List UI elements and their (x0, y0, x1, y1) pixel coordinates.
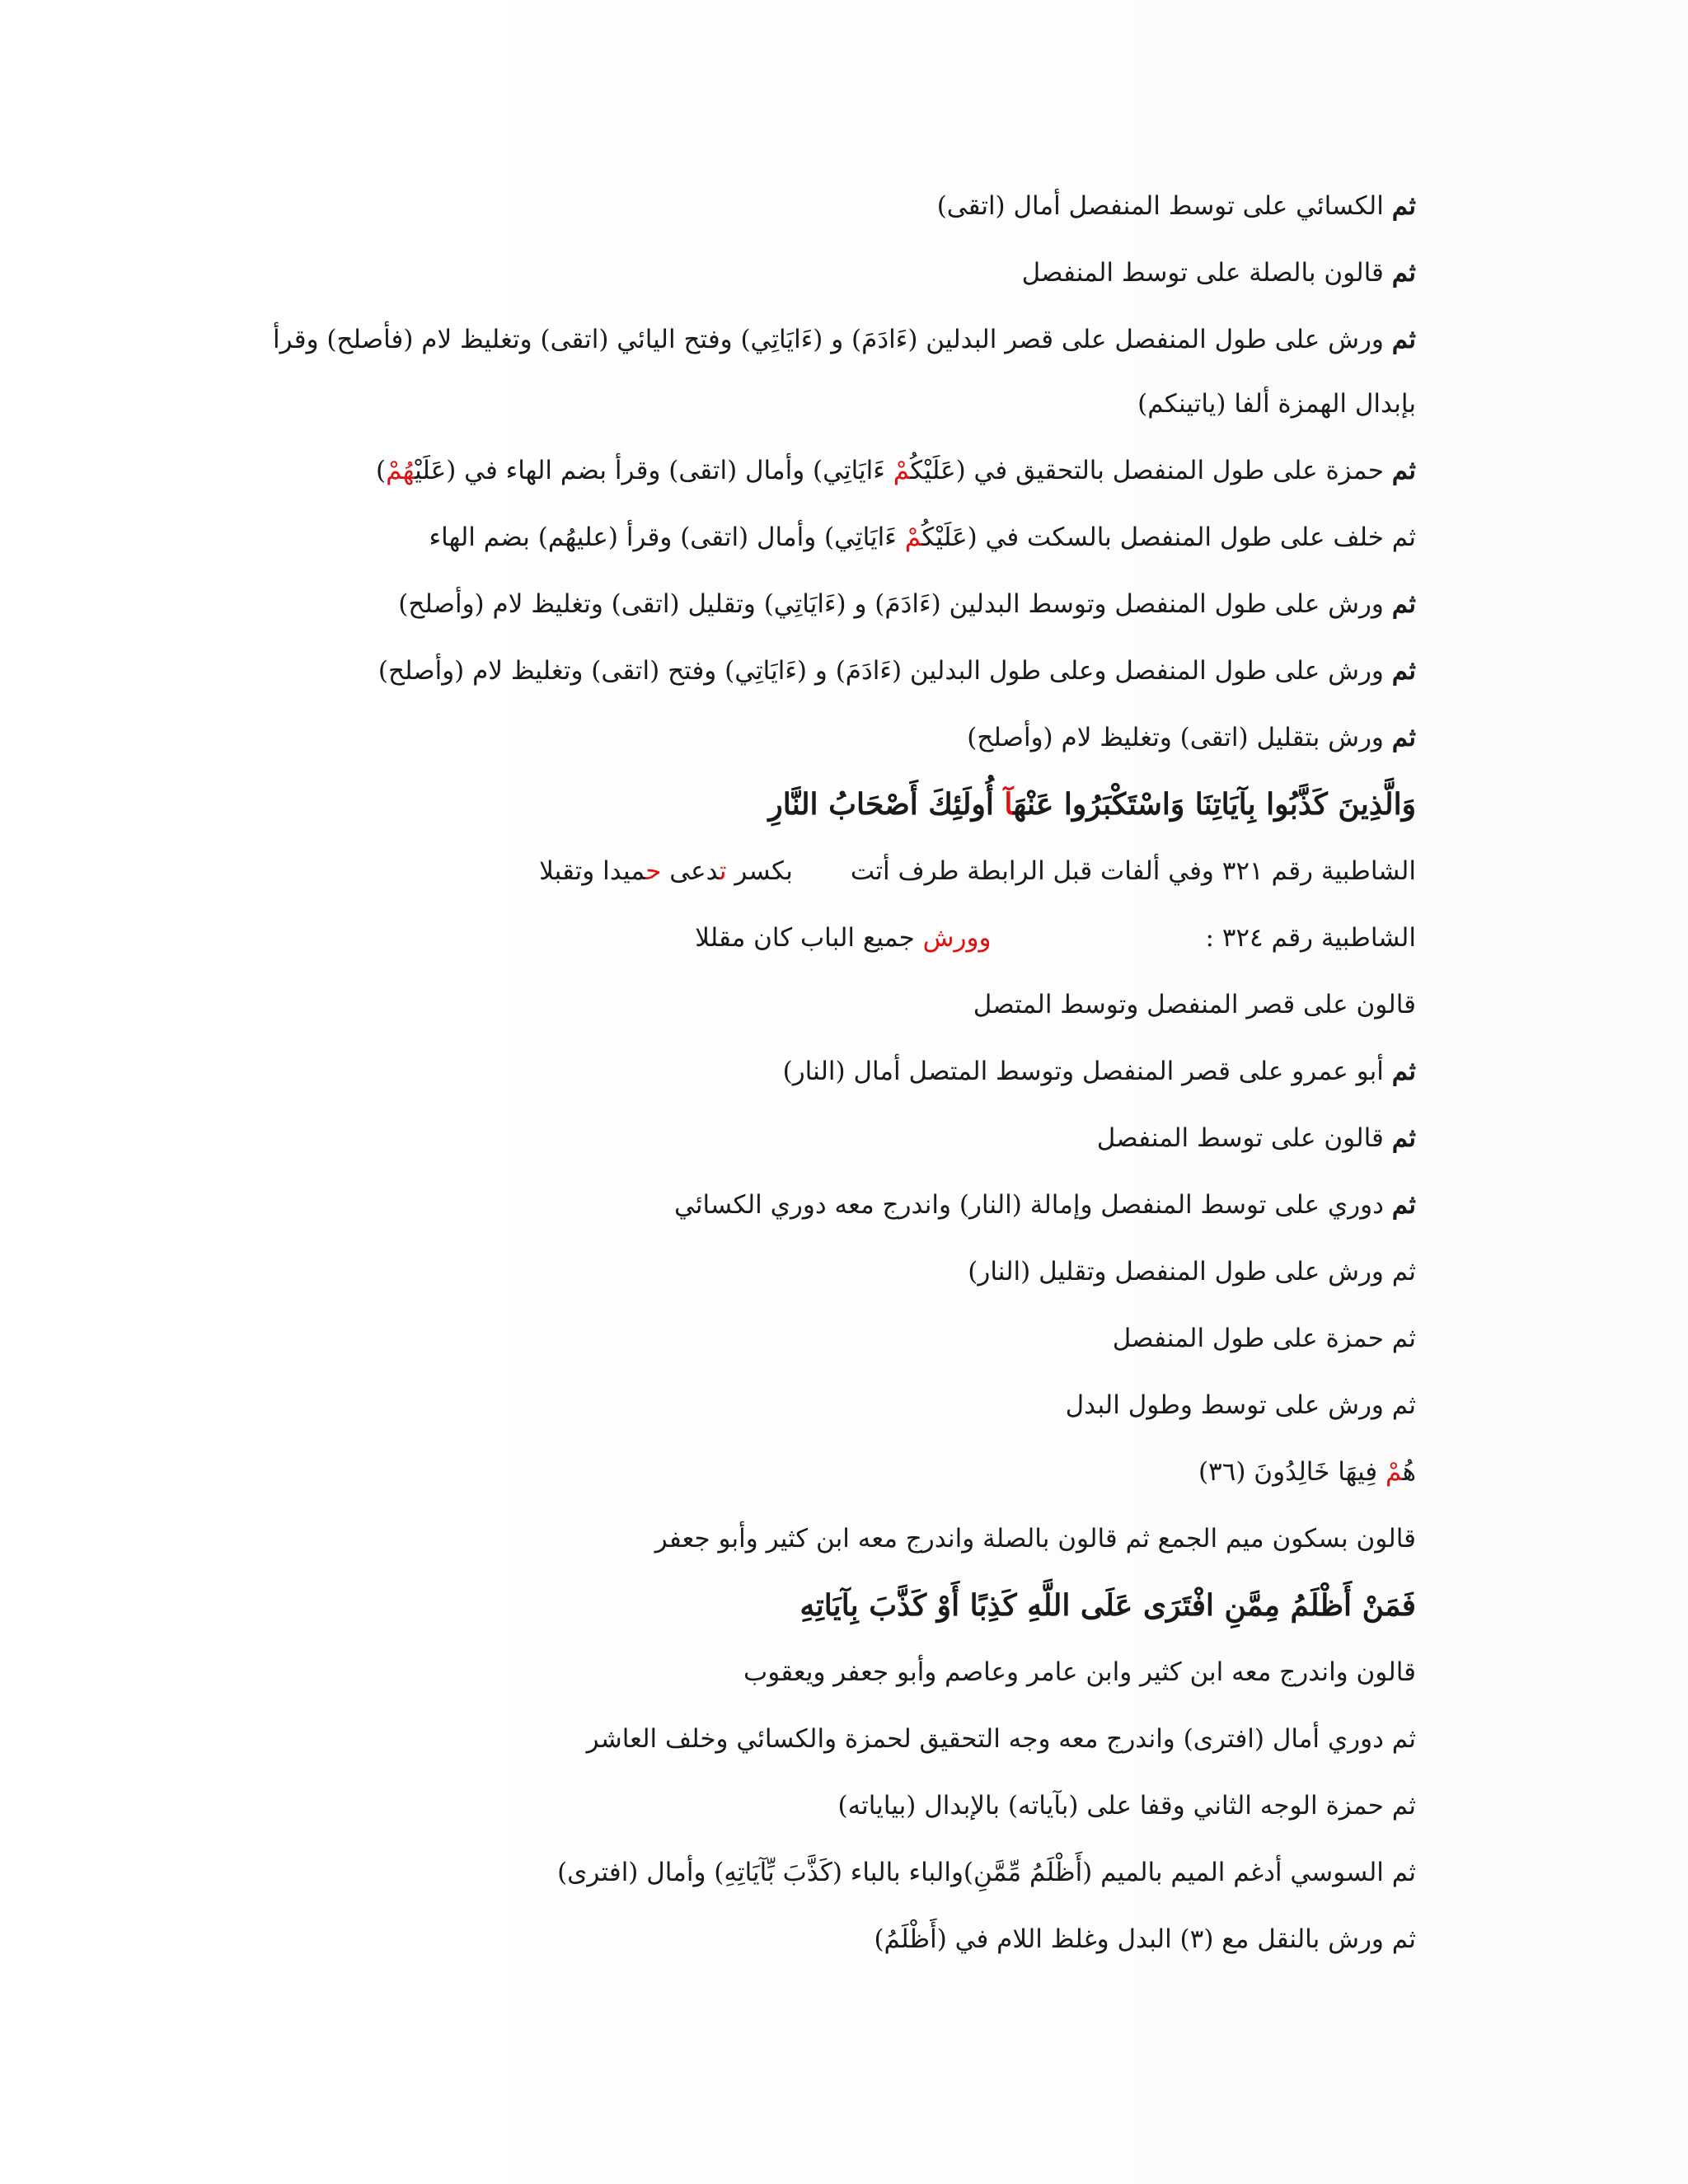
text-line (247, 454, 1416, 487)
highlight-red: آ (1004, 787, 1014, 822)
line-text: ثم ورش على توسط وطول البدل (1065, 1390, 1416, 1420)
highlight-red: مْ (1386, 1457, 1403, 1487)
text-line (247, 521, 1416, 554)
line-text: جميع الباب كان مقللا (695, 923, 923, 953)
quran-verse-plain (247, 1455, 1416, 1488)
text-line (247, 1188, 1416, 1221)
line-text: قالون على قصر المنفصل وتوسط المتصل (973, 990, 1416, 1019)
shatibiyya-line (247, 855, 1416, 888)
line-text: قالون على توسط المنفصل (1096, 1123, 1392, 1153)
line-text: ثم ورش بالنقل مع (٣) البدل وغلظ اللام في (أَظْلَمُ) (874, 1924, 1416, 1954)
line-lead: ثم (1391, 723, 1416, 752)
line-text: قالون بسكون ميم الجمع ثم قالون بالصلة واندرج معه ابن كثير وأبو جعفر (654, 1524, 1416, 1554)
line-text: الشاطبية رقم ٣٢١ وفي ألفات قبل الرابطة طرف أتت (850, 856, 1416, 886)
line-lead: ثم (1391, 191, 1416, 221)
document-body (247, 190, 1416, 1990)
verse-text: أُولَئِكَ أَصْحَابُ النَّارِ (768, 787, 1005, 822)
highlight-red: مْ (893, 456, 911, 485)
line-text: دوري على توسط المنفصل وإمالة (النار) واندرج معه دوري الكسائي (674, 1190, 1392, 1220)
text-line (247, 988, 1416, 1021)
text-line (247, 1789, 1416, 1822)
text-line (247, 1122, 1416, 1155)
quran-verse (247, 1589, 1416, 1622)
text-line (247, 1055, 1416, 1088)
line-text: ثم السوسي أدغم الميم بالميم (أَظْلَمُ مِّمَّنِ)والباء بالباء (كَذَّبَ بِّآيَاتِهِ) وأمال (افترى) (557, 1858, 1416, 1887)
line-text: ورش على طول المنفصل وتوسط البدلين (ءَادَمَ) و (ءَايَاتِي) وتقليل (اتقى) وتغليظ لام (وأصلح) (398, 589, 1392, 619)
verse-text: وَالَّذِينَ كَذَّبُوا بِآيَاتِنَا وَاسْتَكْبَرُوا عَنْهَ (1013, 787, 1416, 822)
highlight-red: وورش (922, 923, 992, 953)
text-line (247, 721, 1416, 754)
text-line (247, 307, 1416, 436)
text-line (247, 190, 1416, 223)
line-text: ثم حمزة الوجه الثاني وقفا على (بآياته) بالإبدال (بياياته) (837, 1791, 1416, 1821)
line-lead: ثم (1391, 589, 1416, 619)
line-text: الشاطبية رقم ٣٢٤ : (1205, 923, 1416, 953)
line-lead: ثم (1391, 1190, 1416, 1220)
text-line (247, 1522, 1416, 1555)
line-text: قالون واندرج معه ابن كثير وابن عامر وعاصم وأبو جعفر ويعقوب (743, 1657, 1416, 1687)
highlight-red: ت (719, 856, 727, 886)
text-line (247, 1322, 1416, 1355)
line-text: حمزة على طول المنفصل بالتحقيق في (عَلَيْكُ (910, 456, 1392, 485)
shatibiyya-line (247, 921, 1416, 954)
line-text: ميدا وتقبلا (539, 856, 646, 886)
highlight-red: ح (645, 856, 662, 886)
text-line (247, 654, 1416, 687)
line-text: ورش على طول المنفصل وعلى طول البدلين (ءَادَمَ) و (ءَايَاتِي) وفتح (اتقى) وتغليظ لام (وأصلح) (377, 656, 1392, 686)
line-lead: ثم (1391, 456, 1416, 485)
line-text: ثم خلف على طول المنفصل بالسكت في (عَلَيْكُ (921, 523, 1416, 552)
line-lead: ثم (1391, 258, 1416, 288)
text-line (247, 1722, 1416, 1755)
text-line (247, 1255, 1416, 1288)
text-line (247, 588, 1416, 621)
line-text: بكسر (726, 856, 793, 886)
text-line (247, 1389, 1416, 1422)
line-lead: ثم (1391, 656, 1416, 686)
line-text: ثم حمزة على طول المنفصل (1112, 1324, 1416, 1353)
line-text: ثم دوري أمال (افترى) واندرج معه وجه التحقيق لحمزة والكسائي وخلف العاشر (586, 1724, 1416, 1754)
text-line (247, 256, 1416, 289)
line-text: أبو عمرو على قصر المنفصل وتوسط المتصل أمال (النار) (782, 1057, 1392, 1086)
highlight-red: مْ (904, 523, 922, 552)
line-text: قالون بالصلة على توسط المنفصل (1021, 258, 1392, 288)
verse-text: فِيهَا خَالِدُونَ (٣٦) (1198, 1457, 1386, 1487)
line-text: الكسائي على توسط المنفصل أمال (اتقى) (936, 191, 1392, 221)
quran-verse (247, 788, 1416, 821)
text-line (247, 1856, 1416, 1889)
verse-text: هُ (1402, 1457, 1416, 1487)
verse-text: فَمَنْ أَظْلَمُ مِمَّنِ افْتَرَى عَلَى اللَّهِ كَذِبًا أَوْ كَذَّبَ بِآيَاتِهِ (799, 1588, 1416, 1623)
line-text: ورش بتقليل (اتقى) وتغليظ لام (وأصلح) (967, 723, 1392, 752)
line-text: ءَايَاتِي) وأمال (اتقى) وقرأ بضم الهاء في (عَلَيْ (415, 456, 893, 485)
text-line (247, 1656, 1416, 1689)
line-text: ورش على طول المنفصل على قصر البدلين (ءَادَمَ) و (ءَايَاتِي) وفتح اليائي (اتقى) وتغليظ لام (فأصلح) وقرأ بإبدال الهمزة ألفا (ياتينكم) (273, 325, 1416, 419)
line-text: ءَايَاتِي) وأمال (اتقى) وقرأ (عليهُم) بضم الهاء (429, 523, 905, 552)
line-lead: ثم (1391, 1057, 1416, 1086)
highlight-red: هُمْ (386, 456, 415, 485)
line-text: ) (376, 456, 387, 485)
line-lead: ثم (1391, 1123, 1416, 1153)
line-text: ثم ورش على طول المنفصل وتقليل (النار) (968, 1257, 1416, 1286)
line-lead: ثم (1391, 325, 1416, 354)
line-text: دعى (661, 856, 720, 886)
text-line (247, 1923, 1416, 1956)
